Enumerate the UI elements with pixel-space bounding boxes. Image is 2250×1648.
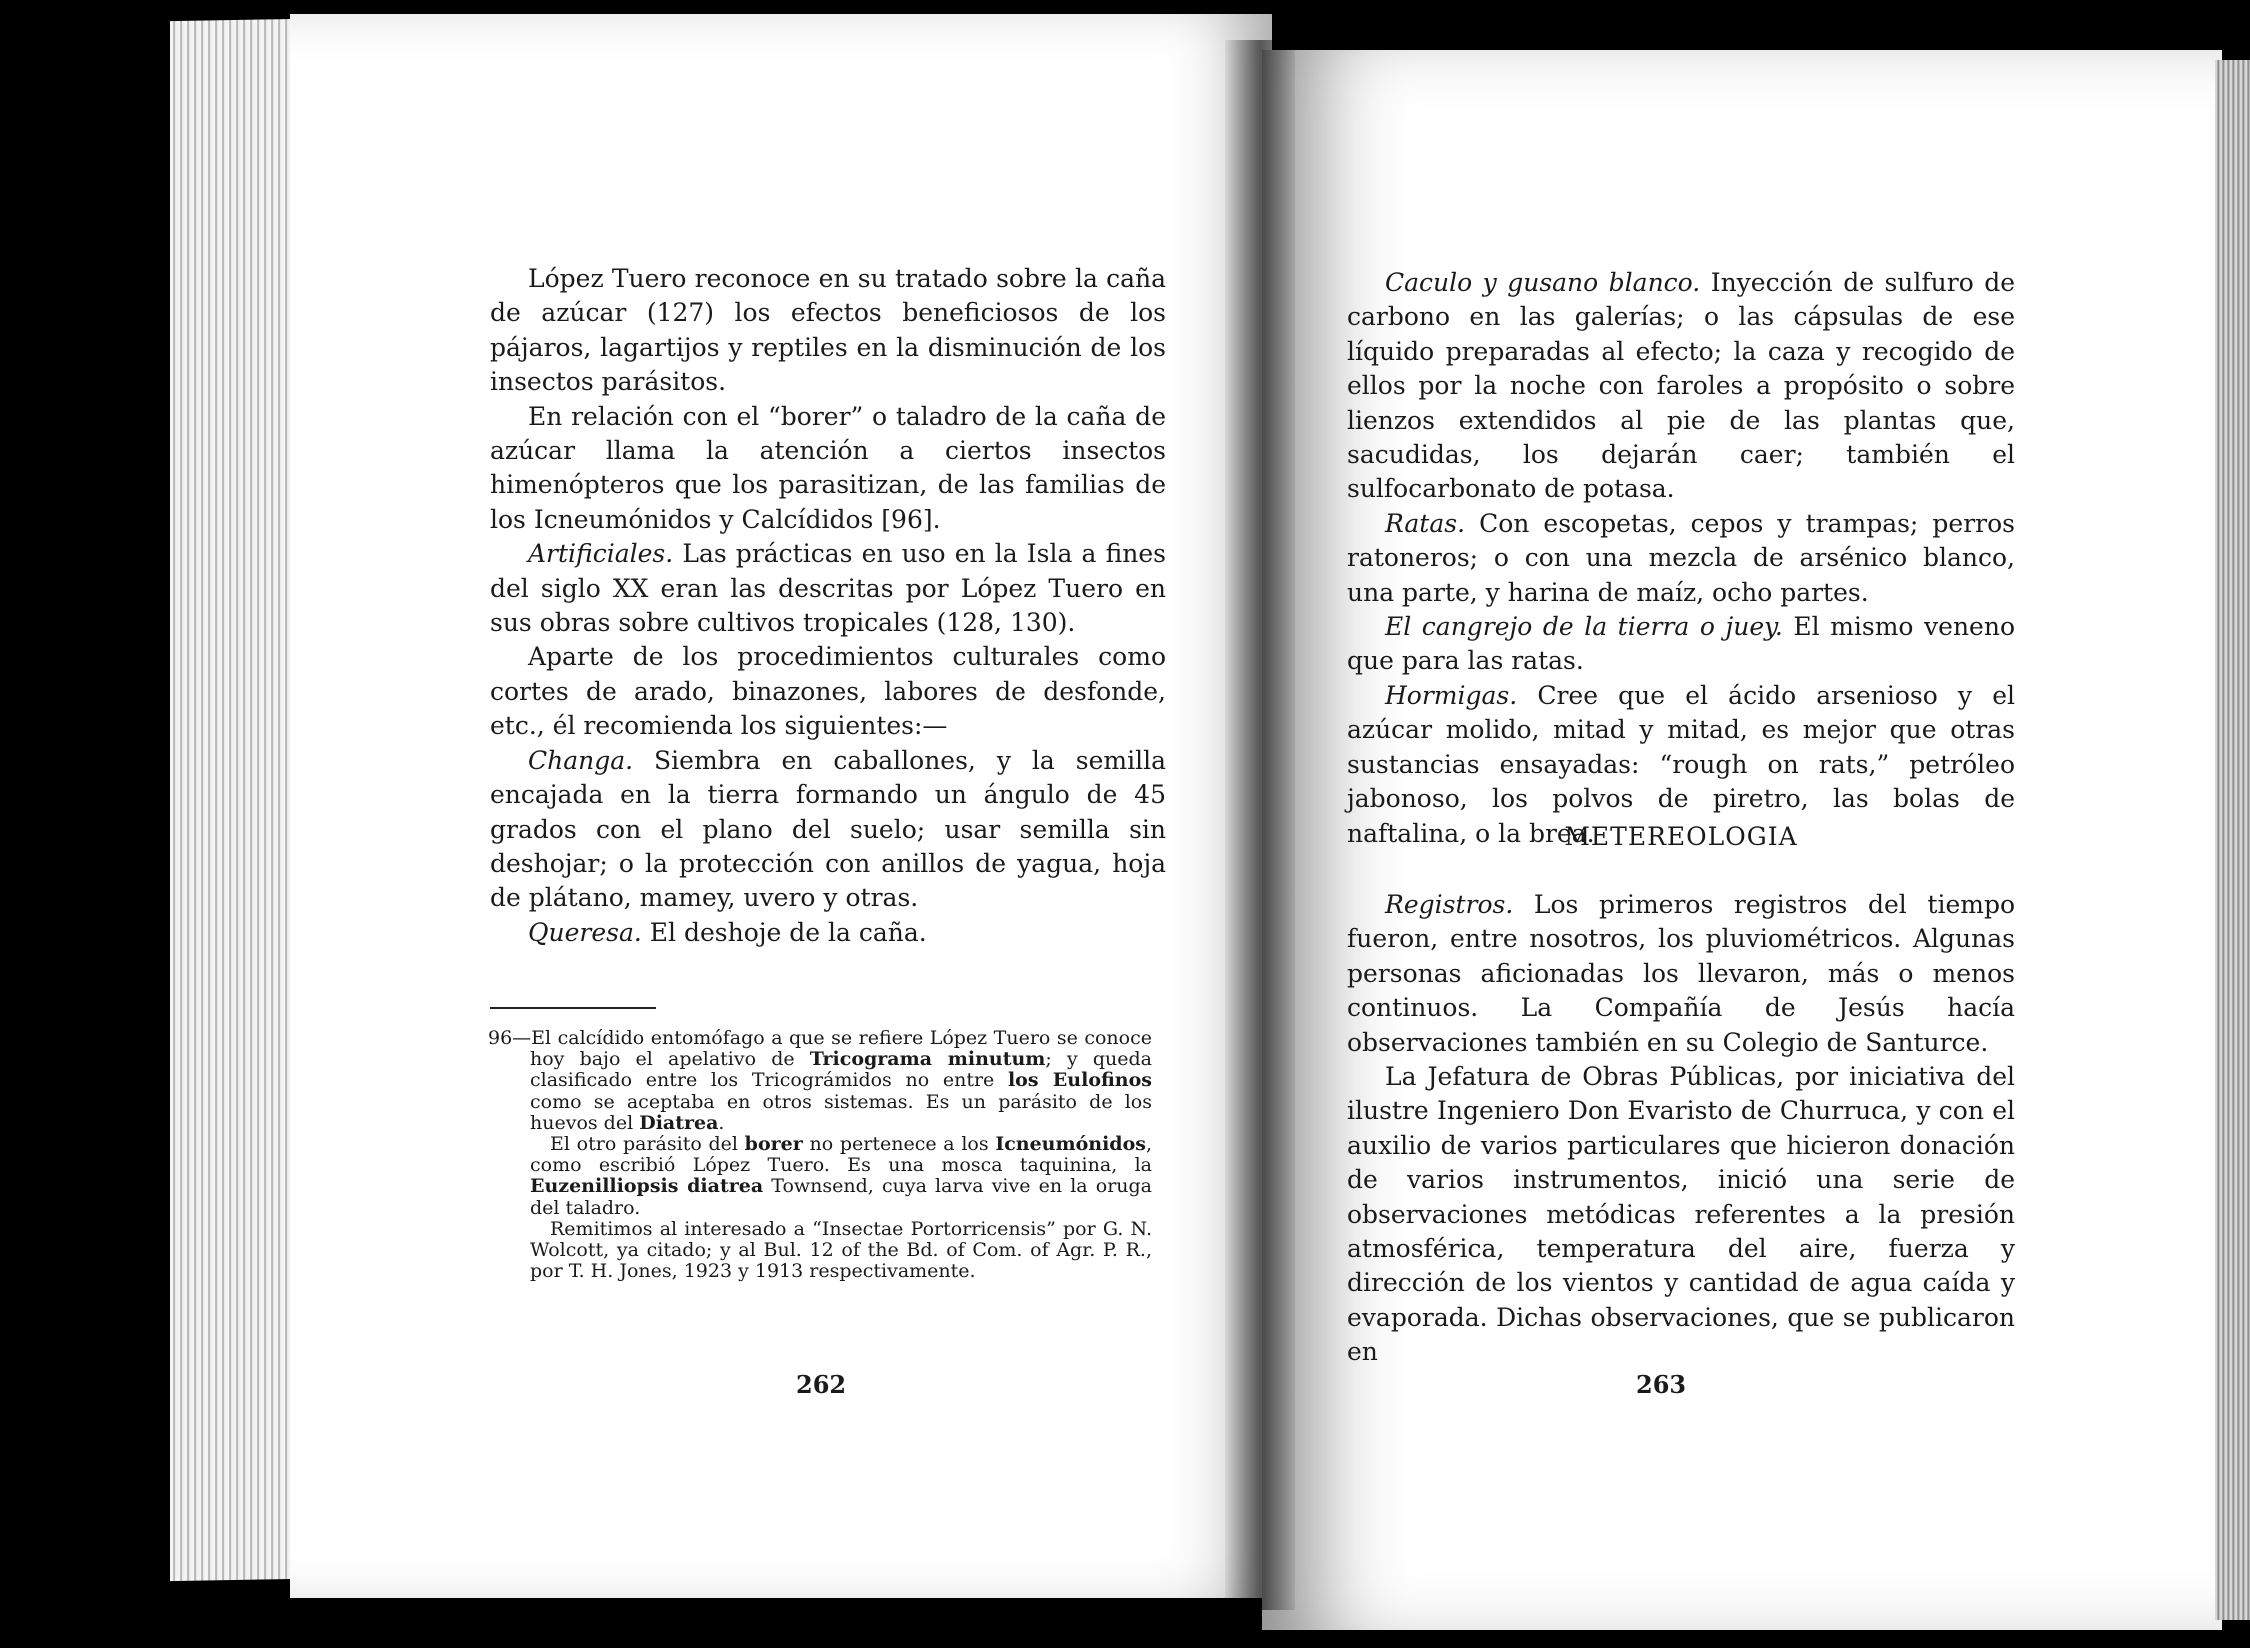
paragraph: Changa. Siembra en caballones, y la semilla encajada en la tierra formando un ángulo de 45 grados con el plano del suelo; usar semilla sin deshojar; o la protección con anillos de yagua, hoja de plátano, mamey, uvero y otras. (490, 745, 1166, 913)
left-page-body (490, 262, 1166, 950)
paragraph: Queresa. El deshoje de la caña. (528, 917, 927, 947)
right-page-edges (2215, 60, 2250, 1620)
paragraph: Ratas. Con escopetas, cepos y trampas; perros ratoneros; o con una mezcla de arsénico blanco, una parte, y harina de maíz, ocho partes. (1347, 508, 2015, 607)
book-gutter (1225, 40, 1295, 1610)
page-number-left: 262 (796, 1370, 847, 1399)
footnote-paragraph: Remitimos al interesado a “Insectae Portorricensis” por G. N. Wolcott, ya citado; y al Bul. 12 of the Bd. of Com. of Agr. P. R., por T. H. Jones, 1923 y 1913 respectivamente. (530, 1217, 1152, 1283)
paragraph: Artificiales. Las prácticas en uso en la Isla a fines del siglo XX eran las descritas por López Tuero en sus obras sobre cultivos tropicales (128, 130). (490, 539, 1166, 638)
paragraph: Aparte de los procedimientos culturales como cortes de arado, binazones, labores de desfonde, etc., él recomienda los siguientes:— (490, 642, 1166, 741)
paragraph: La Jefatura de Obras Públicas, por iniciativa del ilustre Ingeniero Don Evaristo de Churruca, y con el auxilio de varios particulares que hicieron donación de varios instrumentos, inició una serie de observaciones metódicas referentes a la presión atmosférica, temperatura del aire, fuerza y dirección de los vientos y cantidad de agua caída y evaporada. Dichas observaciones, que se publicaron en (1347, 1062, 2015, 1367)
right-page-body-bottom (1347, 888, 2015, 1370)
paragraph: Registros. Los primeros registros del tiempo fueron, entre nosotros, los pluviométricos. Algunas personas aficionadas los llevaron, más o menos continuos. La Compañía de Jesús hacía observaciones también en su Colegio de Santurce. (1347, 890, 2015, 1057)
paragraph: Hormigas. Cree que el ácido arsenioso y el azúcar molido, mitad y mitad, es mejor que otras sustancias ensayadas: “rough on rats,” petróleo jabonoso, los polvos de piretro, las bolas de naftalina, o la brea. (1347, 680, 2015, 848)
footnote-rule (490, 1007, 656, 1009)
section-heading: METEREOLOGIA (1564, 822, 1798, 851)
footnote (488, 1028, 1152, 1282)
footnote-paragraph: 96—El calcídido entomófago a que se refiere López Tuero se conoce hoy bajo el apelativo de Tricograma minutum; y queda clasificado entre los Tricográmidos no entre los Eulofinos como se aceptaba en otros sistemas. Es un parásito de los huevos del Diatrea. (488, 1027, 1152, 1134)
footnote-paragraph: El otro parásito del borer no pertenece a los Icneumónidos, como escribió López Tuero. Es una mosca taquinina, la Euzenilliopsis diatrea Townsend, cuya larva vive en la oruga del taladro. (530, 1133, 1152, 1219)
paragraph: El cangrejo de la tierra o juey. El mismo veneno que para las ratas. (1347, 612, 2015, 676)
page-number-right: 263 (1636, 1370, 1687, 1399)
right-page-body-top (1347, 266, 2015, 851)
paragraph: En relación con el “borer” o taladro de la caña de azúcar llama la atención a ciertos insectos himenópteros que los parasitizan, de las familias de los Icneumónidos y Calcídidos [96]. (490, 401, 1166, 534)
page-stack-edges (170, 19, 300, 1581)
paragraph: López Tuero reconoce en su tratado sobre la caña de azúcar (127) los efectos beneficiosos de los pájaros, lagartijos y reptiles en la disminución de los insectos parásitos. (490, 264, 1166, 397)
paragraph: Caculo y gusano blanco. Inyección de sulfuro de carbono en las galerías; o las cápsulas de ese líquido preparadas al efecto; la caza y recogido de ellos por la noche con faroles a propósito o sobre lienzos extendidos al pie de las plantas que, sacudidas, los dejarán caer; también el sulfocarbonato de potasa. (1347, 268, 2016, 504)
